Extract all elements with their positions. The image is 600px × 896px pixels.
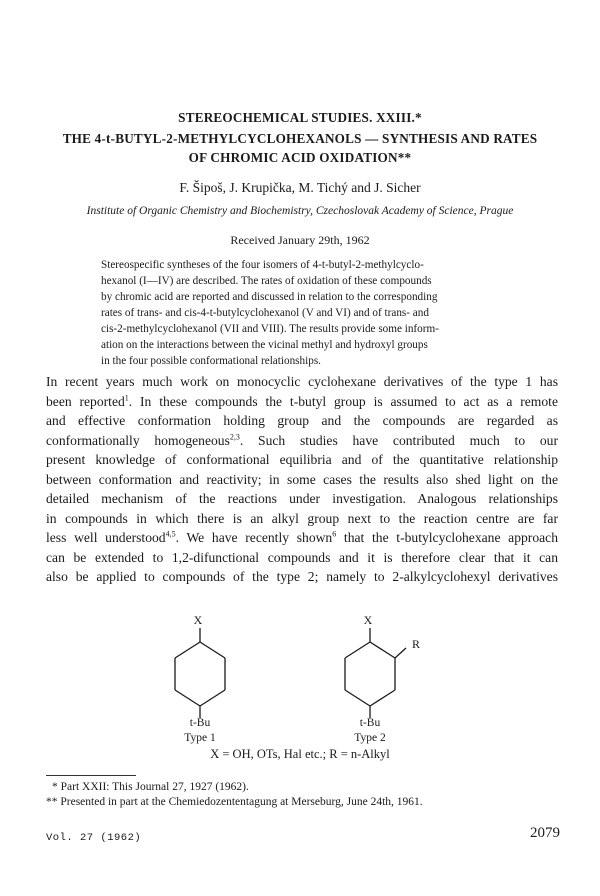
body-line: present knowledge of conformational equilibria and of the quantitative relationship — [46, 452, 558, 467]
footnote-rule — [46, 775, 136, 776]
affiliation: Institute of Organic Chemistry and Biochemistry, Czechoslovak Academy of Science, Prague — [86, 205, 514, 217]
citation: 2,3 — [229, 431, 240, 441]
body-line: also be applied to compounds of the type 2; namely to 2-alkylcyclohexyl derivatives — [46, 569, 558, 584]
body-line: can be extended to 1,2-difunctional compounds and it is therefore clear that it can — [46, 549, 558, 565]
body-text — [46, 372, 558, 587]
authors: F. Šipoš, J. Krupička, M. Tichý and J. Sicher — [179, 180, 421, 195]
title-line-1: STEREOCHEMICAL STUDIES. XXIII.* — [178, 110, 422, 125]
abstract-line: Stereospecific syntheses of the four isomers of 4-t-butyl-2-methylcyclo- — [101, 259, 424, 271]
body-line: been reported$^1$. In these compounds the t-butyl group is assumed to act as a remote — [46, 392, 558, 409]
body-line: detailed mechanism of the reactions under investigation. Analogous relationships — [46, 491, 558, 506]
footnote-2: ** Presented in part at the Chemiedozententagung at Merseburg, June 24th, 1961. — [46, 796, 423, 808]
type2-tbu-label: t-Bu — [359, 717, 381, 729]
page-number: 2079 — [530, 825, 560, 841]
abstract-line: ation on the interactions between the vicinal methyl and hydroxyl groups — [101, 339, 428, 351]
footnote-1: * Part XXII: This Journal 27, 1927 (1962). — [52, 781, 249, 793]
citation: 1 — [124, 392, 129, 402]
type1-structure — [175, 613, 225, 718]
figure-caption: X = OH, OTs, Hal etc.; R = n-Alkyl — [210, 747, 390, 761]
body-line: In recent years much work on monocyclic cyclohexane derivatives of the type 1 has — [46, 374, 558, 389]
type1-tbu-label: t-Bu — [189, 717, 211, 729]
abstract-line: hexanol (I—IV) are described. The rates of oxidation of these compounds — [101, 275, 432, 287]
type2-label: Type 2 — [354, 732, 386, 744]
body-line: and effective conformation holding group and the compounds are regarded as — [46, 413, 558, 428]
body-line: in compounds in which there is an alkyl group next to the reaction centre are far — [46, 510, 558, 526]
type2-structure — [345, 613, 420, 718]
citation: 6 — [332, 529, 337, 539]
citation: 4,5 — [165, 529, 176, 539]
type2-x-label: X — [363, 613, 373, 627]
journal-volume: Vol. 27 (1962) — [46, 832, 142, 844]
abstract — [101, 257, 511, 369]
title-line-2: THE 4-t-BUTYL-2-METHYLCYCLOHEXANOLS — SYNTHESIS AND RATES — [62, 131, 538, 146]
abstract-line: rates of trans- and cis-4-t-butylcyclohexanol (V and VI) and of trans- and — [101, 307, 429, 319]
abstract-line: cis-2-methylcyclohexanol (VII and VIII). The results provide some inform- — [101, 323, 439, 335]
body-line: conformationally homogeneous$^{2,3}$. Such studies have contributed much to our — [46, 431, 558, 448]
title-line-3: OF CHROMIC ACID OXIDATION** — [188, 150, 412, 165]
abstract-line: in the four possible conformational relationships. — [101, 355, 321, 367]
type2-r-label: R — [412, 637, 421, 651]
body-line: between conformation and reactivity; in some cases the results also shed light on the — [46, 471, 558, 487]
type1-x-label: X — [193, 613, 203, 627]
abstract-line: by chromic acid are reported and discussed in relation to the corresponding — [101, 291, 438, 303]
type1-label: Type 1 — [184, 732, 216, 744]
received-date: Received January 29th, 1962 — [230, 233, 370, 247]
body-line: less well understood$^{4,5}$. We have recently shown$^6$ that the t-butylcyclohexane approach — [46, 529, 558, 545]
